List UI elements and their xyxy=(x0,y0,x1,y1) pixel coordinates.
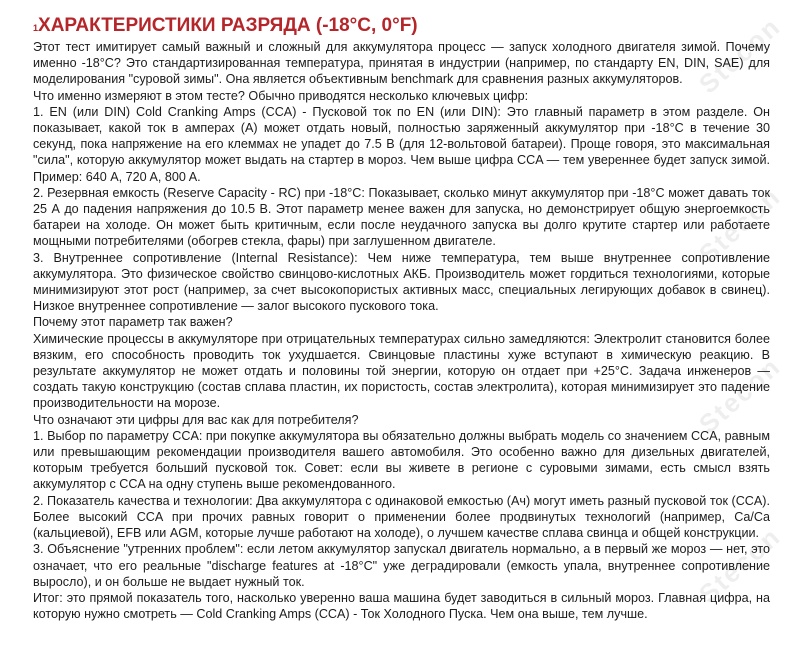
paragraph-reserve-capacity: 2. Резервная емкость (Reserve Capacity - RC) при -18°C: Показывает, сколько минут аккумулятор при -18°C может давать ток 25 А до падения напряжения до 10.5 В. Этот параметр менее важен для запуска, но демонстрирует общую энергоемкость батареи на холоде. Он может быть критичным, если после неудачного запуска вы долго крутите стартер или работаете мощными потребителями (обогрев стекла, фары) при заглушенном двигателе. xyxy=(33,185,770,249)
paragraph-cca: 1. EN (или DIN) Cold Cranking Amps (CCA) - Пусковой ток по EN (или DIN): Это главный параметр в этом разделе. Он показывает, какой ток в амперах (А) может отдать новый, полностью заряженный аккумулятор при -18°C в течение 30 секунд, пока напряжение на его клеммах не упадет до 7.5 В (для 12-вольтовой батареи). Проще говоря, это максимальная "сила", которую аккумулятор может выдать на стартер в мороз. Чем выше цифра CCA — тем увереннее будет запуск зимой. Пример: 640 A, 720 A, 800 A. xyxy=(33,104,770,184)
paragraph-question-measure: Что именно измеряют в этом тесте? Обычно приводятся несколько ключевых цифр: xyxy=(33,88,529,103)
paragraph-question-importance: Почему этот параметр так важен? xyxy=(33,315,233,330)
paragraph-intro: Этот тест имитирует самый важный и сложный для аккумулятора процесс — запуск холодного двигателя зимой. Почему именно -18°C? Это стандартизированная температура, принятая в индустрии (например, по стандарту EN, DIN, SAE) для моделирования "суровой зимы". Она является объективным benchmark для сравнения разных аккумуляторов. xyxy=(33,40,770,87)
body-text xyxy=(33,39,770,622)
heading-footnote-mark: 1 xyxy=(33,23,39,33)
paragraph-choice-cca: 1. Выбор по параметру CCA: при покупке аккумулятора вы обязательно должны выбрать модель со значением CCA, равным или превышающим рекомендации производителя вашего автомобиля. Это особенно важно для дизельных двигателей, которым требуется больший пусковой ток. Совет: если вы живете в регионе с суровыми зимами, есть смысл взять аккумулятор с CCA на одну ступень выше рекомендованного. xyxy=(33,428,770,492)
heading-title: ХАРАКТЕРИСТИКИ РАЗРЯДА (-18°C, 0°F) xyxy=(38,15,418,36)
watermark: Stecon xyxy=(692,10,787,100)
watermark: Stecon xyxy=(692,350,787,440)
section-heading xyxy=(33,14,770,38)
watermark: Stecon xyxy=(692,180,787,270)
paragraph-summary: Итог: это прямой показатель того, насколько уверенно ваша машина будет заводиться в сильный мороз. Главная цифра, на которую нужно смотреть — Cold Cranking Amps (CCA) - Ток Холодного Пуска. Чем она выше, тем лучше. xyxy=(33,590,770,622)
paragraph-chemistry: Химические процессы в аккумуляторе при отрицательных температурах сильно замедляются: Электролит становится более вязким, его способность проводить ток ухудшается. Свинцовые пластины хуже вступают в химическую реакцию. В результате аккумулятор не может отдать и половины той энергии, которую он отдает при +25°C. Задача инженеров — создать такую конструкцию (состав сплава пластин, их пористость, состав электролита), которая минимизирует это падение производительности на морозе. xyxy=(33,331,770,411)
paragraph-morning-problems: 3. Объяснение "утренних проблем": если летом аккумулятор запускал двигатель нормально, а в первый же мороз — нет, это означает, что его реальные "discharge features at -18°C" уже деградировали (емкость упала, внутреннее сопротивление выросло), и он больше не выдает нужный ток. xyxy=(33,542,770,589)
watermark: Stecon xyxy=(692,520,787,610)
paragraph-question-consumer: Что означают эти цифры для вас как для потребителя? xyxy=(33,412,359,427)
paragraph-quality-technology: 2. Показатель качества и технологии: Два аккумулятора с одинаковой емкостью (Ач) могут иметь разный пусковой ток (CCA). Более высокий CCA при прочих равных говорит о применении более продвинутых технологий (например, Ca/Ca (кальциевой), EFB или AGM, которые лучше работают на холоде), о лучшем качестве сплава свинца и общей конструкции. xyxy=(33,493,770,541)
paragraph-internal-resistance: 3. Внутреннее сопротивление (Internal Resistance): Чем ниже температура, тем выше внутреннее сопротивление аккумулятора. Это физическое свойство свинцово-кислотных АКБ. Производитель может гордиться технологиями, которые минимизируют этот рост (например, за счет высокопористых активных масс, специальных легирующих добавок в свинец). Низкое внутреннее сопротивление — залог высокого пускового тока. xyxy=(33,250,770,314)
